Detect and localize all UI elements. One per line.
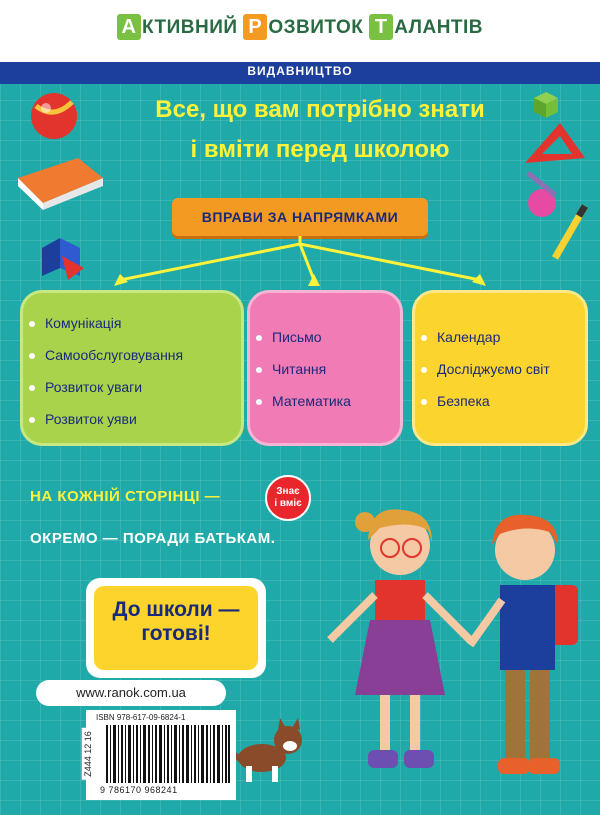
isbn-text: ISBN 978-617-09-6824-1 [96, 713, 186, 722]
logo-word-1: КТИВНИЙ [141, 17, 238, 38]
girl-illustration [330, 509, 470, 768]
skills-box-pink [247, 290, 403, 446]
kids-illustration [320, 500, 600, 800]
headline-line-1: Все, що вам потрібно знати [155, 96, 485, 123]
parents-tips-note: ОКРЕМО — ПОРАДИ БАТЬКАМ. [30, 530, 276, 547]
barcode-icon [106, 725, 230, 783]
list-item: Письмо [250, 329, 400, 345]
series-logo [0, 14, 600, 40]
ready-callout [94, 586, 258, 670]
list-item: Читання [250, 361, 400, 377]
exercises-banner: ВПРАВИ ЗА НАПРЯМКАМИ [172, 198, 428, 236]
headline-line-2: і вміти перед школою [190, 136, 450, 163]
logo-word-3: АЛАНТІВ [394, 17, 484, 38]
side-code: Z444 12 16 [82, 728, 94, 780]
list-item: Розвиток уяви [23, 411, 241, 427]
cube-icon [530, 90, 560, 120]
direction-arrows [100, 236, 500, 292]
every-page-note: НА КОЖНІЙ СТОРІНЦІ — [30, 488, 221, 505]
book-icon [8, 148, 108, 218]
pen-icon [545, 200, 595, 265]
logo-letter-2: Р [243, 14, 267, 40]
list-item: Календар [415, 329, 585, 345]
logo-letter-1: А [117, 14, 141, 40]
list-item: Розвиток уваги [23, 379, 241, 395]
list-item: Математика [250, 393, 400, 409]
skills-box-green [20, 290, 244, 446]
publisher-label: ВИДАВНИЦТВО [247, 64, 353, 78]
badge-line-1: Знає [276, 486, 300, 497]
triangle-ruler-icon [520, 118, 590, 168]
logo-letter-3: Т [369, 14, 393, 40]
ball-icon [28, 90, 80, 142]
logo-word-2: ОЗВИТОК [268, 17, 364, 38]
callout-line-2: готові! [141, 622, 211, 645]
list-item: Комунікація [23, 315, 241, 331]
blocks-icon [32, 228, 92, 283]
badge-line-2: і вміє [274, 498, 302, 509]
skills-box-yellow [412, 290, 588, 446]
list-item: Самообслуговування [23, 347, 241, 363]
callout-line-1: До школи — [112, 598, 240, 621]
boy-illustration [470, 515, 578, 774]
knows-badge [265, 475, 311, 521]
list-item: Безпека [415, 393, 585, 409]
list-item: Досліджуємо світ [415, 361, 585, 377]
barcode-number: 9 786170 968241 [100, 785, 178, 795]
website-url: www.ranok.com.ua [36, 680, 226, 706]
